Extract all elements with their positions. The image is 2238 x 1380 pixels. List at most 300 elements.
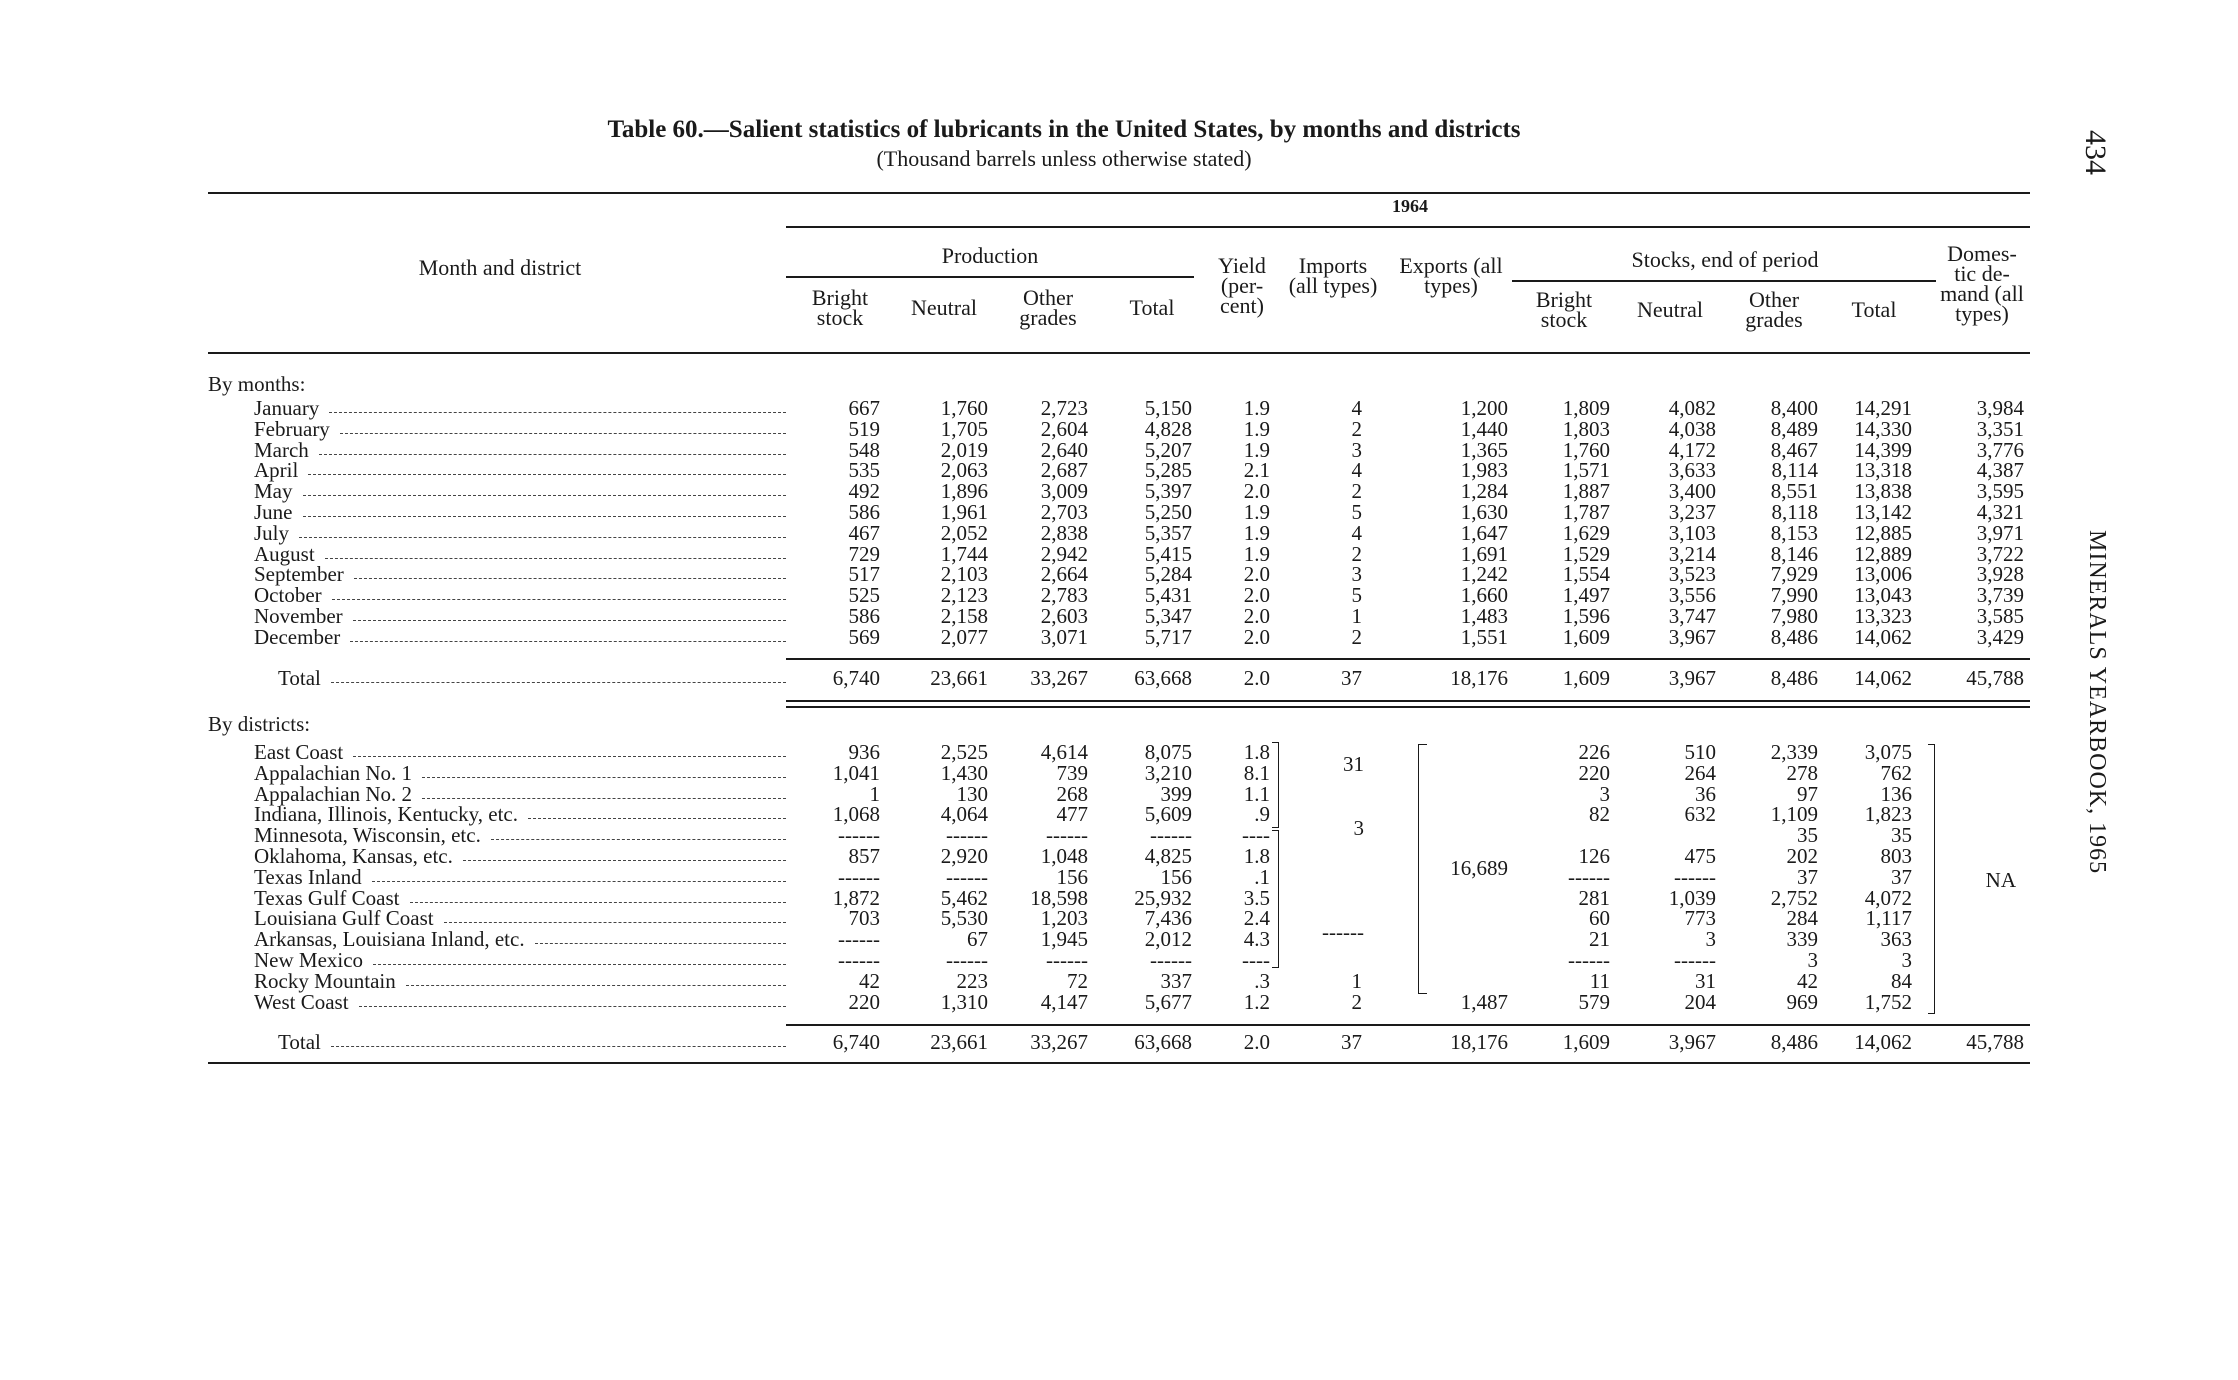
district-row-10-col-0: ------ <box>838 948 880 972</box>
imports-brace-2 <box>1272 830 1279 968</box>
districts-total-col-4: 2.0 <box>1243 1030 1270 1054</box>
month-row-2-leader <box>319 440 786 455</box>
district-row-6-col-2: 156 <box>1056 864 1088 889</box>
district-row-4-col-1: ------ <box>946 823 988 848</box>
month-row-0-col-1: 1,760 <box>940 396 988 420</box>
district-row-3-col-3: 5,609 <box>1144 802 1192 827</box>
month-row-6-col-7: 1,629 <box>1562 520 1610 545</box>
district-row-3-label: Indiana, Illinois, Kentucky, etc. <box>254 802 518 827</box>
district-row-9-col-4: 4.3 <box>1243 927 1270 952</box>
district-row-7-col-4: 3.5 <box>1243 885 1270 910</box>
districts-total-col-9: 8,486 <box>1770 1030 1818 1054</box>
production-rule <box>786 276 1194 278</box>
district-row-6-col-4: .1 <box>1254 864 1270 889</box>
district-row-2-col-0: 1 <box>869 781 880 806</box>
district-row-8-col-4: 2.4 <box>1243 906 1270 931</box>
district-row-2-col-7: 3 <box>1599 781 1610 806</box>
month-row-11-leader <box>350 627 786 642</box>
districts-total-col-10: 14,062 <box>1854 1030 1912 1054</box>
month-row-2-col-7: 1,760 <box>1562 437 1610 462</box>
district-row-8-col-7: 60 <box>1589 906 1610 931</box>
district-row-1-col-8: 264 <box>1684 760 1716 785</box>
month-row-0-col-2: 2,723 <box>1040 396 1088 420</box>
month-row-10-col-0: 586 <box>848 604 880 628</box>
month-row-8-col-1: 2,103 <box>940 562 988 587</box>
district-row-0-label: East Coast <box>254 740 344 764</box>
month-row-8-col-9: 7,929 <box>1770 562 1818 587</box>
month-row-3-col-8: 3,633 <box>1668 458 1716 483</box>
month-row-2-col-3: 5,207 <box>1144 437 1192 462</box>
districts-total-label: Total <box>278 1030 321 1054</box>
stocks-heading: Stocks, end of period <box>1631 247 1819 272</box>
month-row-4-col-5: 2 <box>1351 479 1362 504</box>
district-row-0-col-8: 510 <box>1684 740 1716 764</box>
month-row-5-col-10: 13,142 <box>1854 500 1912 524</box>
district-row-6-col-7: ------ <box>1568 864 1610 889</box>
district-row-0-leader <box>353 742 786 757</box>
district-row-0-col-3: 8,075 <box>1144 740 1192 764</box>
month-row-9-col-0: 525 <box>848 583 880 608</box>
month-row-11-col-10: 14,062 <box>1854 624 1912 649</box>
district-row-0-col-10: 3,075 <box>1864 740 1912 764</box>
district-row-11-col-2: 72 <box>1067 968 1088 993</box>
month-row-1-col-9: 8,489 <box>1770 416 1818 441</box>
month-row-9-col-6: 1,660 <box>1460 583 1508 608</box>
district-row-9-col-9: 339 <box>1786 927 1818 952</box>
district-row-7-col-9: 2,752 <box>1770 885 1818 910</box>
district-row-3-leader <box>528 804 786 819</box>
district-row-3-col-8: 632 <box>1684 802 1716 827</box>
district-row-3-col-9: 1,109 <box>1770 802 1818 827</box>
district-row-8-leader <box>444 908 786 923</box>
district-row-12-col-9: 969 <box>1786 989 1818 1014</box>
month-row-1-col-5: 2 <box>1351 416 1362 441</box>
month-row-11-col-1: 2,077 <box>940 624 988 649</box>
month-row-0-col-6: 1,200 <box>1460 396 1508 420</box>
month-row-9-col-5: 5 <box>1351 583 1362 608</box>
col-other-grades: Other grades <box>1019 285 1077 330</box>
month-row-6-col-1: 2,052 <box>940 520 988 545</box>
districts-total-col-3: 63,668 <box>1134 1030 1192 1054</box>
month-row-0-col-3: 5,150 <box>1144 396 1192 420</box>
months-heading: By months: <box>208 372 306 396</box>
district-row-6-col-0: ------ <box>838 864 880 889</box>
districts-total-col-6: 18,176 <box>1450 1030 1508 1054</box>
month-row-2-col-11: 3,776 <box>1976 437 2024 462</box>
month-row-7-col-5: 2 <box>1351 541 1362 566</box>
month-row-6-col-9: 8,153 <box>1770 520 1818 545</box>
month-row-7-col-4: 1.9 <box>1243 541 1270 566</box>
district-row-1-col-4: 8.1 <box>1243 760 1270 785</box>
month-row-6-col-2: 2,838 <box>1040 520 1088 545</box>
month-row-11-col-2: 3,071 <box>1040 624 1088 649</box>
district-row-8-col-3: 7,436 <box>1144 906 1192 931</box>
district-row-5-col-9: 202 <box>1786 844 1818 868</box>
month-row-10-col-7: 1,596 <box>1562 604 1610 628</box>
district-row-12-col-1: 1,310 <box>940 989 988 1014</box>
district-row-2-col-8: 36 <box>1695 781 1716 806</box>
month-row-11-col-9: 8,486 <box>1770 624 1818 649</box>
district-row-1-col-2: 739 <box>1056 760 1088 785</box>
month-row-8-col-5: 3 <box>1351 562 1362 587</box>
month-row-1-col-8: 4,038 <box>1668 416 1716 441</box>
district-row-0-col-4: 1.8 <box>1243 740 1270 764</box>
district-row-12-label: West Coast <box>254 989 349 1014</box>
district-row-6-col-3: 156 <box>1160 864 1192 889</box>
month-row-7-col-6: 1,691 <box>1460 541 1508 566</box>
col-exports: Exports (all types) <box>1399 253 1503 298</box>
month-row-7-col-2: 2,942 <box>1040 541 1088 566</box>
month-row-0-label: January <box>254 396 320 420</box>
month-row-0-col-10: 14,291 <box>1854 396 1912 420</box>
district-row-11-col-10: 84 <box>1891 968 1912 993</box>
col-yield: Yield (per- cent) <box>1218 253 1266 318</box>
col-stock-other: Other grades <box>1745 287 1803 332</box>
month-row-4-col-11: 3,595 <box>1976 479 2024 504</box>
month-row-11-col-6: 1,551 <box>1460 624 1508 649</box>
district-row-7-col-2: 18,598 <box>1030 885 1088 910</box>
district-row-9-col-10: 363 <box>1880 927 1912 952</box>
month-row-3-col-1: 2,063 <box>940 458 988 483</box>
district-row-7-label: Texas Gulf Coast <box>254 885 400 910</box>
month-row-9-col-4: 2.0 <box>1243 583 1270 608</box>
month-row-6-leader <box>299 523 786 538</box>
district-row-1-col-10: 762 <box>1880 760 1912 785</box>
demand-brace <box>1928 744 1935 1014</box>
district-row-5-label: Oklahoma, Kansas, etc. <box>254 844 453 868</box>
month-row-1-col-11: 3,351 <box>1976 416 2024 441</box>
month-row-11-col-11: 3,429 <box>1976 624 2024 649</box>
month-row-10-col-4: 2.0 <box>1243 604 1270 628</box>
district-row-11-col-3: 337 <box>1160 968 1192 993</box>
month-row-2-col-10: 14,399 <box>1854 437 1912 462</box>
district-row-0-col-1: 2,525 <box>940 740 988 764</box>
month-row-3-col-7: 1,571 <box>1562 458 1610 483</box>
district-row-4-col-3: ------ <box>1150 823 1192 848</box>
running-head: MINERALS YEARBOOK, 1965 <box>2084 530 2110 875</box>
month-row-6-col-3: 5,357 <box>1144 520 1192 545</box>
district-row-5-leader <box>463 846 786 861</box>
month-row-10-col-1: 2,158 <box>940 604 988 628</box>
district-row-11-col-0: 42 <box>859 968 880 993</box>
month-row-4-col-8: 3,400 <box>1668 479 1716 504</box>
month-row-9-col-2: 2,783 <box>1040 583 1088 608</box>
month-row-1-col-7: 1,803 <box>1562 416 1610 441</box>
month-row-0-col-5: 4 <box>1351 396 1362 420</box>
month-row-9-col-9: 7,990 <box>1770 583 1818 608</box>
district-row-4-col-9: 35 <box>1797 823 1818 848</box>
month-row-3-col-0: 535 <box>848 458 880 483</box>
month-row-0-col-11: 3,984 <box>1976 396 2024 420</box>
district-row-10-col-8: ------ <box>1674 948 1716 972</box>
month-row-0-col-0: 667 <box>848 396 880 420</box>
months-total-col-5: 37 <box>1341 666 1362 690</box>
col-imports: Imports (all types) <box>1288 253 1378 298</box>
col-stock-total: Total <box>1851 297 1897 322</box>
district-row-4-col-10: 35 <box>1891 823 1912 848</box>
month-row-4-col-3: 5,397 <box>1144 479 1192 504</box>
district-row-11-col-9: 42 <box>1797 968 1818 993</box>
month-row-11-col-8: 3,967 <box>1668 624 1716 649</box>
month-row-8-col-11: 3,928 <box>1976 562 2024 587</box>
imports-group-1: 31 <box>1343 752 1364 776</box>
month-row-1-col-6: 1,440 <box>1460 416 1508 441</box>
month-row-4-col-0: 492 <box>848 479 880 504</box>
district-row-6-leader <box>372 867 786 882</box>
district-row-12-col-4: 1.2 <box>1243 989 1270 1014</box>
district-row-5-col-10: 803 <box>1880 844 1912 868</box>
month-row-4-label: May <box>254 479 293 504</box>
month-row-10-col-8: 3,747 <box>1668 604 1716 628</box>
district-row-6-col-8: ------ <box>1674 864 1716 889</box>
imports-group-2: 3 <box>1353 816 1364 840</box>
district-row-7-col-1: 5,462 <box>940 885 988 910</box>
month-row-8-leader <box>354 564 786 579</box>
district-row-12-col-5: 2 <box>1351 989 1362 1014</box>
district-row-8-label: Louisiana Gulf Coast <box>254 906 434 931</box>
district-row-10-col-4: ---- <box>1242 948 1270 972</box>
month-row-9-col-11: 3,739 <box>1976 583 2024 608</box>
district-row-8-col-8: 773 <box>1684 906 1716 931</box>
months-total-col-8: 3,967 <box>1668 666 1716 690</box>
imports-brace-1 <box>1272 742 1279 828</box>
month-row-10-col-5: 1 <box>1351 604 1362 628</box>
month-row-3-col-3: 5,285 <box>1144 458 1192 483</box>
stocks-rule <box>1512 280 1936 282</box>
district-row-12-col-0: 220 <box>848 989 880 1014</box>
month-row-5-col-7: 1,787 <box>1562 500 1610 524</box>
year-rule <box>786 226 2030 228</box>
month-row-4-col-10: 13,838 <box>1854 479 1912 504</box>
month-row-5-col-0: 586 <box>848 500 880 524</box>
districts-total-col-5: 37 <box>1341 1030 1362 1054</box>
month-row-11-col-5: 2 <box>1351 624 1362 649</box>
district-row-9-col-1: 67 <box>967 927 988 952</box>
months-total-col-1: 23,661 <box>930 666 988 690</box>
month-row-1-col-0: 519 <box>848 416 880 441</box>
district-row-10-leader <box>373 950 786 965</box>
district-row-6-col-10: 37 <box>1891 864 1912 889</box>
district-row-12-col-2: 4,147 <box>1040 989 1088 1014</box>
month-row-8-label: September <box>254 562 344 587</box>
month-row-2-col-1: 2,019 <box>940 437 988 462</box>
district-row-2-label: Appalachian No. 2 <box>254 781 413 806</box>
districts-total-col-11: 45,788 <box>1966 1030 2024 1054</box>
month-row-10-leader <box>353 606 786 621</box>
imports-group-3: ------ <box>1322 920 1364 944</box>
district-row-8-col-0: 703 <box>848 906 880 931</box>
month-row-5-col-2: 2,703 <box>1040 500 1088 524</box>
bottom-rule <box>208 1062 2030 1064</box>
month-row-7-col-7: 1,529 <box>1562 541 1610 566</box>
district-row-4-col-0: ------ <box>838 823 880 848</box>
month-row-3-label: April <box>254 458 299 483</box>
months-end-rule-2 <box>786 706 2030 708</box>
month-row-11-col-0: 569 <box>848 624 880 649</box>
months-total-col-7: 1,609 <box>1562 666 1610 690</box>
month-row-9-leader <box>332 585 786 600</box>
district-row-3-col-2: 477 <box>1056 802 1088 827</box>
month-row-6-label: July <box>254 520 290 545</box>
month-row-9-col-1: 2,123 <box>940 583 988 608</box>
month-row-3-col-2: 2,687 <box>1040 458 1088 483</box>
district-row-12-col-7: 579 <box>1578 989 1610 1014</box>
month-row-10-col-2: 2,603 <box>1040 604 1088 628</box>
districts-total-col-0: 6,740 <box>832 1030 880 1054</box>
page-number: 434 <box>2079 130 2112 175</box>
district-row-3-col-7: 82 <box>1589 802 1610 827</box>
district-row-12-col-6: 1,487 <box>1460 989 1508 1014</box>
month-row-9-col-7: 1,497 <box>1562 583 1610 608</box>
district-row-9-col-2: 1,945 <box>1040 927 1088 952</box>
district-row-7-col-3: 25,932 <box>1134 885 1192 910</box>
month-row-3-col-9: 8,114 <box>1771 458 1818 483</box>
district-row-7-col-8: 1,039 <box>1668 885 1716 910</box>
months-total-col-6: 18,176 <box>1450 666 1508 690</box>
month-row-8-col-7: 1,554 <box>1562 562 1610 587</box>
page-title: Table 60.—Salient statistics of lubricants in the United States, by months and districts <box>607 116 1521 143</box>
month-row-4-leader <box>303 481 787 496</box>
district-row-7-col-10: 4,072 <box>1864 885 1912 910</box>
district-row-3-col-10: 1,823 <box>1864 802 1912 827</box>
month-row-10-col-10: 13,323 <box>1854 604 1912 628</box>
month-row-11-col-7: 1,609 <box>1562 624 1610 649</box>
district-row-1-col-1: 1,430 <box>940 760 988 785</box>
district-row-11-label: Rocky Mountain <box>254 968 396 993</box>
month-row-9-col-3: 5,431 <box>1144 583 1192 608</box>
month-row-6-col-11: 3,971 <box>1976 520 2024 545</box>
demand-group: NA <box>1985 868 2016 892</box>
month-row-5-col-9: 8,118 <box>1771 500 1818 524</box>
month-row-2-col-6: 1,365 <box>1460 437 1508 462</box>
district-row-10-col-9: 3 <box>1807 948 1818 972</box>
district-row-10-col-7: ------ <box>1568 948 1610 972</box>
col-total: Total <box>1129 295 1175 320</box>
month-row-7-label: August <box>254 541 315 566</box>
months-end-rule-1 <box>786 700 2030 702</box>
district-row-10-col-2: ------ <box>1046 948 1088 972</box>
month-row-9-col-10: 13,043 <box>1854 583 1912 608</box>
month-row-8-col-10: 13,006 <box>1854 562 1912 587</box>
district-row-5-col-4: 1.8 <box>1243 844 1270 868</box>
district-row-8-col-1: 5,530 <box>940 906 988 931</box>
month-row-3-col-11: 4,387 <box>1976 458 2024 483</box>
month-row-6-col-10: 12,885 <box>1854 520 1912 545</box>
district-row-2-leader <box>422 784 786 799</box>
month-row-5-label: June <box>254 500 293 524</box>
district-row-3-col-1: 4,064 <box>940 802 988 827</box>
month-row-6-col-8: 3,103 <box>1668 520 1716 545</box>
month-row-9-col-8: 3,556 <box>1668 583 1716 608</box>
district-row-2-col-3: 399 <box>1160 781 1192 806</box>
months-total-col-4: 2.0 <box>1243 666 1270 690</box>
month-row-11-label: December <box>254 624 341 649</box>
district-row-11-col-4: .3 <box>1254 968 1270 993</box>
month-row-1-col-1: 1,705 <box>940 416 988 441</box>
month-row-6-col-0: 467 <box>848 520 880 545</box>
district-row-2-col-9: 97 <box>1797 781 1818 806</box>
month-row-5-col-11: 4,321 <box>1976 500 2024 524</box>
month-row-0-col-7: 1,809 <box>1562 396 1610 420</box>
district-row-2-col-4: 1.1 <box>1243 781 1270 806</box>
districts-total-leader <box>331 1032 786 1047</box>
month-row-6-col-6: 1,647 <box>1460 520 1508 545</box>
months-total-col-9: 8,486 <box>1770 666 1818 690</box>
district-row-4-label: Minnesota, Wisconsin, etc. <box>254 823 481 848</box>
district-row-10-label: New Mexico <box>254 948 364 972</box>
district-row-3-col-4: .9 <box>1254 802 1270 827</box>
month-row-11-col-3: 5,717 <box>1144 624 1192 649</box>
district-row-7-col-0: 1,872 <box>832 885 880 910</box>
months-total-col-2: 33,267 <box>1030 666 1088 690</box>
month-row-5-col-5: 5 <box>1351 500 1362 524</box>
year-heading: 1964 <box>1392 196 1428 216</box>
district-row-5-col-1: 2,920 <box>940 844 988 868</box>
col-neutral: Neutral <box>911 295 977 320</box>
district-row-9-leader <box>535 929 786 944</box>
month-row-6-col-4: 1.9 <box>1243 520 1270 545</box>
month-row-5-col-8: 3,237 <box>1668 500 1716 524</box>
month-row-5-col-1: 1,961 <box>940 500 988 524</box>
month-row-7-col-1: 1,744 <box>940 541 988 566</box>
district-row-2-col-2: 268 <box>1056 781 1088 806</box>
month-row-2-col-8: 4,172 <box>1668 437 1716 462</box>
month-row-1-col-3: 4,828 <box>1144 416 1192 441</box>
month-row-3-col-6: 1,983 <box>1460 458 1508 483</box>
district-row-9-col-7: 21 <box>1589 927 1610 952</box>
district-row-8-col-2: 1,203 <box>1040 906 1088 931</box>
month-row-5-col-6: 1,630 <box>1460 500 1508 524</box>
district-row-6-col-1: ------ <box>946 864 988 889</box>
district-row-0-col-2: 4,614 <box>1040 740 1088 764</box>
district-row-6-col-9: 37 <box>1797 864 1818 889</box>
month-row-5-col-4: 1.9 <box>1243 500 1270 524</box>
months-total-col-10: 14,062 <box>1854 666 1912 690</box>
month-row-2-col-4: 1.9 <box>1243 437 1270 462</box>
district-row-4-col-4: ---- <box>1242 823 1270 848</box>
month-row-0-col-4: 1.9 <box>1243 396 1270 420</box>
month-row-2-col-0: 548 <box>848 437 880 462</box>
district-row-5-col-2: 1,048 <box>1040 844 1088 868</box>
month-row-0-col-8: 4,082 <box>1668 396 1716 420</box>
header-bottom-rule <box>208 352 2030 354</box>
month-row-10-col-3: 5,347 <box>1144 604 1192 628</box>
districts-total-rule <box>786 1024 2030 1026</box>
district-row-12-leader <box>359 992 786 1007</box>
months-total-leader <box>331 668 786 683</box>
districts-total-col-1: 23,661 <box>930 1030 988 1054</box>
month-row-8-col-2: 2,664 <box>1040 562 1088 587</box>
month-row-2-col-9: 8,467 <box>1770 437 1818 462</box>
month-row-3-col-5: 4 <box>1351 458 1362 483</box>
districts-heading: By districts: <box>208 712 311 736</box>
district-row-10-col-10: 3 <box>1901 948 1912 972</box>
district-row-1-leader <box>422 763 786 778</box>
top-rule <box>208 192 2030 194</box>
district-row-2-col-10: 136 <box>1880 781 1912 806</box>
month-row-2-label: March <box>254 437 309 462</box>
month-row-8-col-3: 5,284 <box>1144 562 1192 587</box>
district-row-1-col-7: 220 <box>1578 760 1610 785</box>
month-row-1-col-10: 14,330 <box>1854 416 1912 441</box>
page-subtitle: (Thousand barrels unless otherwise stated) <box>876 146 1252 171</box>
district-row-5-col-8: 475 <box>1684 844 1716 868</box>
district-row-9-col-0: ------ <box>838 927 880 952</box>
col-bright-stock: Bright stock <box>811 285 869 330</box>
month-row-3-leader <box>308 460 786 475</box>
district-row-1-col-3: 3,210 <box>1144 760 1192 785</box>
district-row-6-label: Texas Inland <box>254 864 362 889</box>
